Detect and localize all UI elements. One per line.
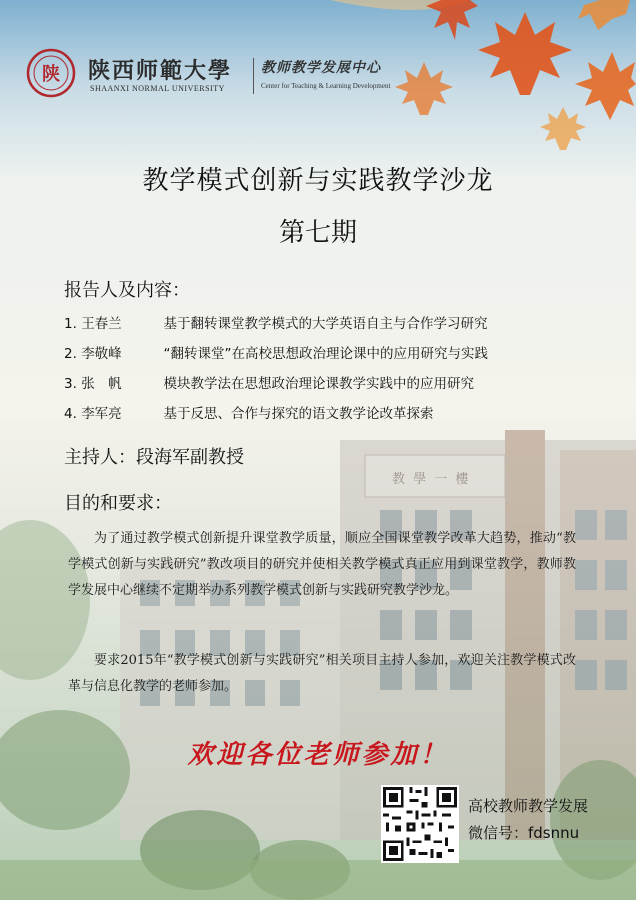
building-illustration bbox=[120, 430, 636, 840]
host-line: 主持人：段海军副教授 bbox=[64, 447, 244, 468]
welcome-slogan: 欢迎各位老师参加！ bbox=[187, 740, 449, 770]
speaker-topic: “翻转课堂”在高校思想政治理论课中的应用研究与实践 bbox=[163, 346, 488, 362]
requirement-paragraph: 要求2015年“教学模式创新与实践研究”相关项目主持人参加，欢迎关注教学模式改革与信息化教学的老师参加。 bbox=[68, 653, 576, 694]
header-divider bbox=[253, 58, 254, 94]
speaker-topic: 模块教学法在思想政治理论课教学实践中的应用研究 bbox=[163, 376, 474, 392]
speaker-item bbox=[64, 402, 433, 422]
purpose-heading: 目的和要求： bbox=[64, 493, 172, 514]
speaker-name: 王春兰 bbox=[81, 316, 122, 332]
svg-text:陕: 陕 bbox=[42, 64, 60, 85]
speaker-name: 李军亮 bbox=[81, 406, 122, 422]
event-issue: 第七期 bbox=[278, 218, 357, 248]
center-name-en: Center for Teaching & Learning Development bbox=[261, 82, 391, 90]
qr-caption-wechat-id: 微信号：fdsnnu bbox=[468, 824, 580, 842]
event-title: 教学模式创新与实践教学沙龙 bbox=[142, 166, 494, 196]
speaker-number: 4. bbox=[64, 406, 77, 422]
wechat-qr-code[interactable] bbox=[381, 785, 459, 863]
speaker-number: 3. bbox=[64, 376, 77, 392]
qr-code-icon bbox=[383, 787, 457, 861]
building-sign: 教 學 一 樓 bbox=[392, 472, 471, 487]
university-name-cn: 陕西师範大學 bbox=[88, 58, 233, 84]
speaker-number: 2. bbox=[64, 346, 77, 362]
speaker-topic: 基于翻转课堂教学模式的大学英语自主与合作学习研究 bbox=[163, 316, 488, 332]
qr-caption-title: 高校教师教学发展 bbox=[468, 797, 589, 815]
university-header bbox=[22, 44, 402, 102]
purpose-paragraph: 为了通过教学模式创新提升课堂教学质量，顺应全国课堂教学改革大趋势，推动“教学模式创新与实践研究”教改项目的研究并使相关教学模式真正应用到课堂教学，教师教学发展中心继续不定期举办系列教学模式创新与实践研究教学沙龙。 bbox=[68, 531, 576, 598]
speaker-name: 李敬峰 bbox=[81, 346, 122, 362]
speaker-item bbox=[64, 372, 474, 392]
speaker-name: 张 帆 bbox=[81, 376, 122, 392]
speaker-item bbox=[64, 312, 487, 332]
university-name-en: SHAANXI NORMAL UNIVERSITY bbox=[90, 84, 225, 93]
speaker-topic: 基于反思、合作与探究的语文教学论改革探索 bbox=[163, 406, 434, 422]
speakers-heading: 报告人及内容： bbox=[64, 280, 190, 301]
center-name-cn: 教师教学发展中心 bbox=[261, 60, 381, 76]
speaker-item bbox=[64, 342, 488, 362]
university-seal-icon bbox=[26, 48, 76, 98]
speaker-number: 1. bbox=[64, 316, 77, 332]
